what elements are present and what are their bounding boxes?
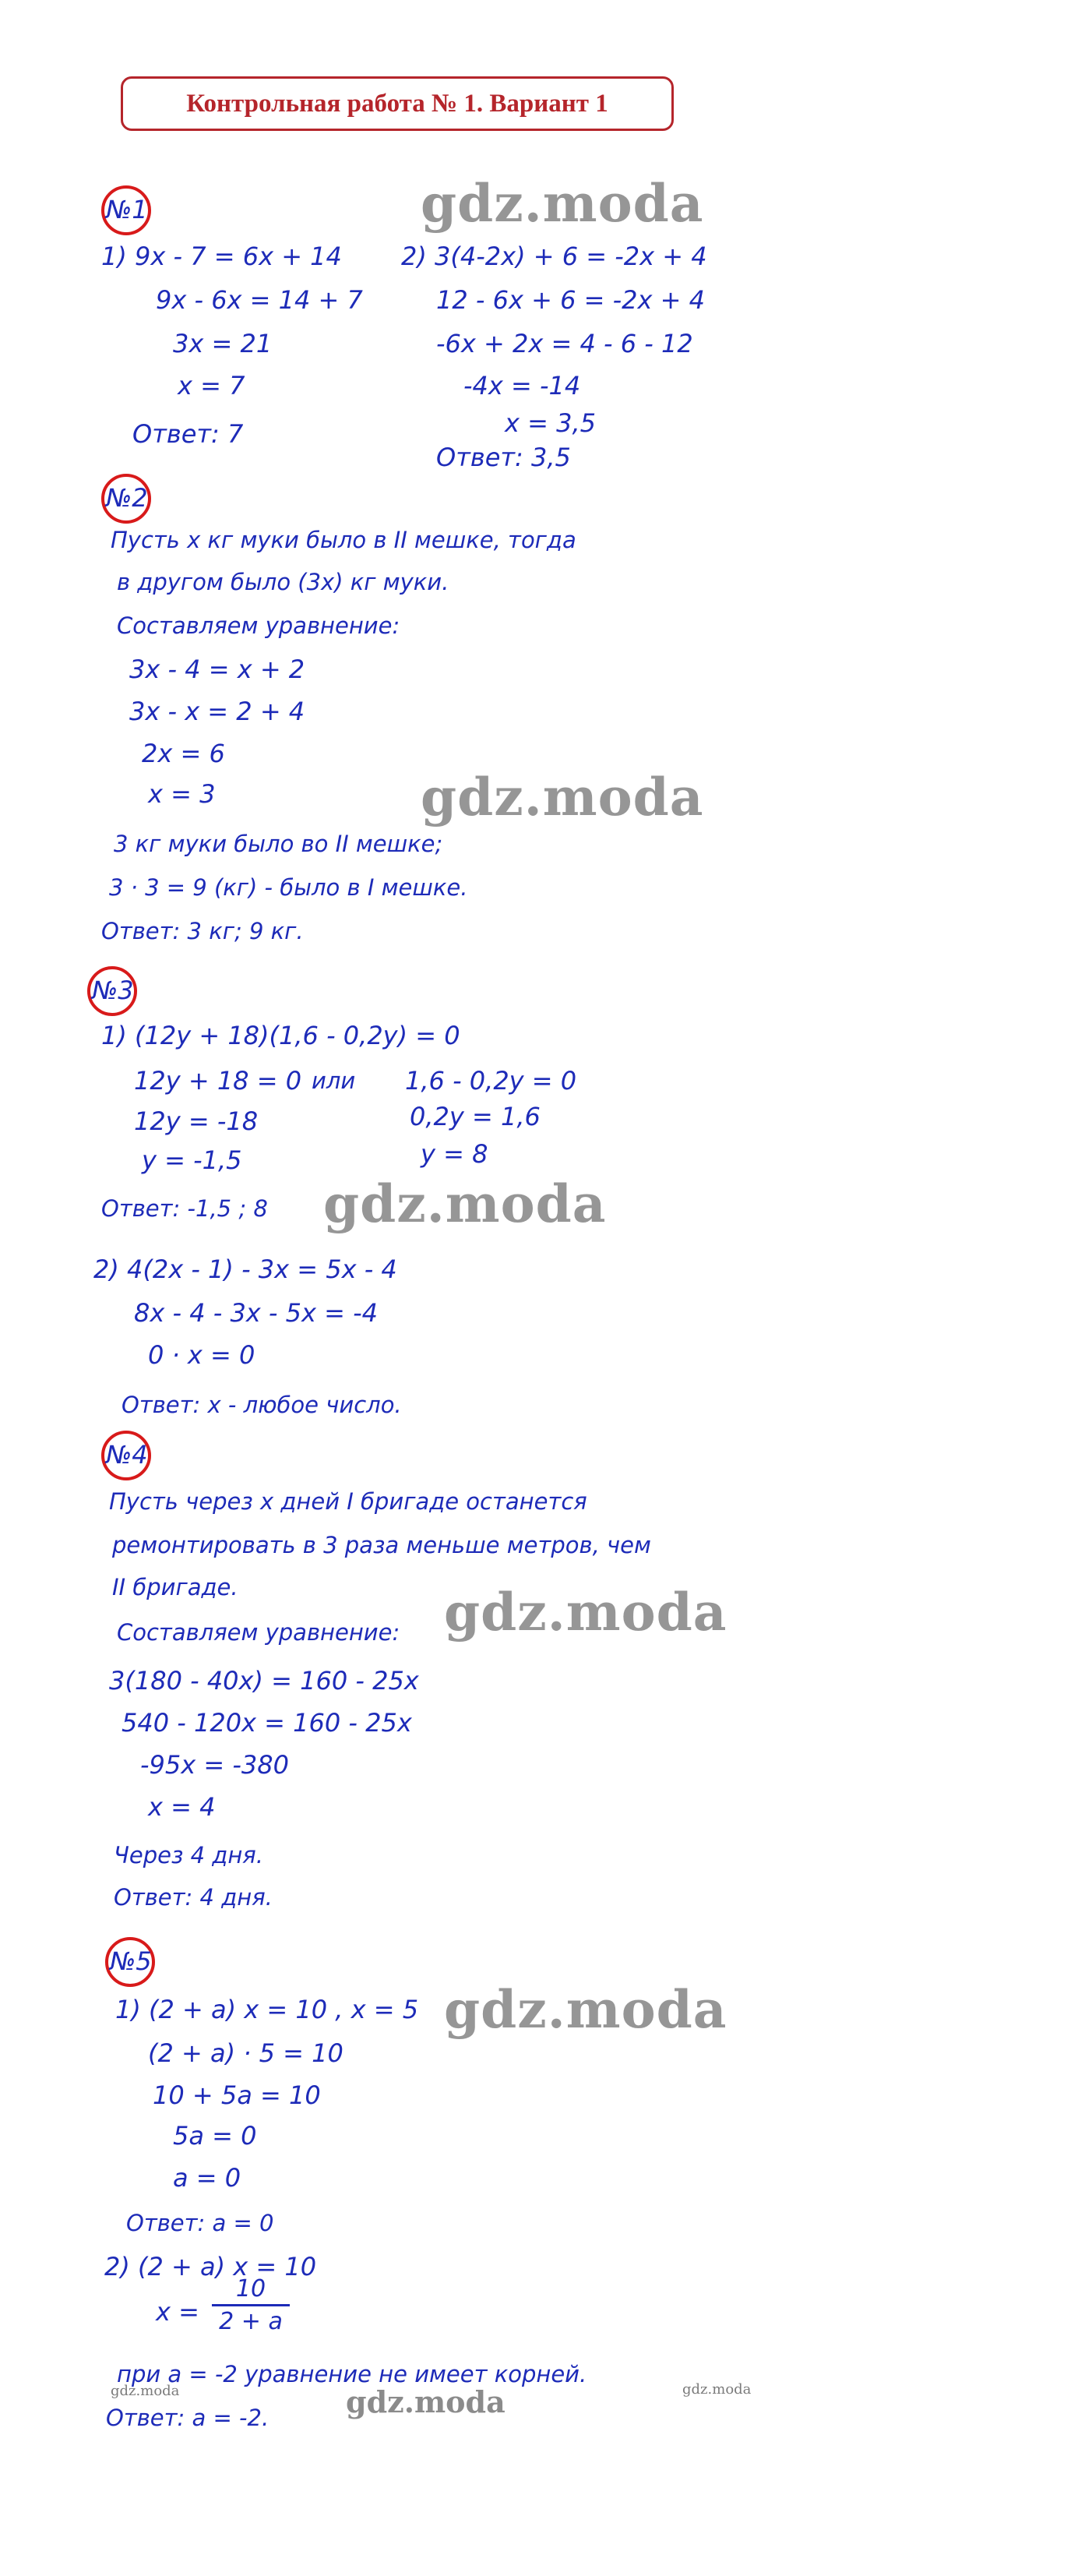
p2-line: 3x - 4 = x + 2 [129, 655, 305, 684]
p1-answer: Ответ: 3,5 [436, 443, 571, 472]
p5-fraction [212, 2275, 290, 2335]
p5-note: при a = -2 уравнение не имеет корней. [117, 2361, 587, 2387]
watermark: gdz.moda [421, 173, 704, 234]
p3-answer: Ответ: -1,5 ; 8 [101, 1195, 268, 1222]
fraction-denominator: 2 + a [219, 2308, 283, 2335]
p5-x-equals: x = [156, 2297, 199, 2327]
p1-line: 3x = 21 [173, 329, 273, 358]
p4-answer: Ответ: 4 дня. [114, 1884, 273, 1911]
p3-or: или [312, 1067, 356, 1094]
p5-line: 5a = 0 [173, 2121, 257, 2151]
p3-line: 2) 4(2x - 1) - 3x = 5x - 4 [93, 1254, 397, 1284]
p5-line: a = 0 [173, 2163, 241, 2193]
p1-line: 1) 9x - 7 = 6x + 14 [101, 242, 342, 271]
p3-line: 1) (12y + 18)(1,6 - 0,2y) = 0 [101, 1021, 460, 1050]
p4-line: x = 4 [148, 1792, 216, 1822]
watermark: gdz.moda [346, 2384, 506, 2419]
p1-line: -6x + 2x = 4 - 6 - 12 [436, 329, 693, 358]
p4-line: Через 4 дня. [114, 1842, 263, 1868]
problem-number-5: №5 [110, 1946, 152, 1976]
fraction-numerator: 10 [235, 2275, 266, 2303]
problem-number-1: №1 [106, 195, 148, 224]
watermark: gdz.moda [323, 1173, 607, 1234]
p2-line: 3 кг муки было во II мешке; [114, 831, 443, 857]
p5-line: 2) (2 + a) x = 10 [104, 2252, 317, 2281]
p4-line: 540 - 120x = 160 - 25x [122, 1708, 412, 1738]
p2-line: Составляем уравнение: [117, 612, 400, 639]
p4-line: II бригаде. [112, 1574, 238, 1600]
p5-answer: Ответ: a = 0 [126, 2210, 274, 2236]
p2-line: Пусть x кг муки было в II мешке, тогда [111, 527, 576, 553]
watermark: gdz.moda [421, 767, 704, 827]
p1-line: -4x = -14 [463, 371, 581, 401]
p3-line: 12y = -18 [134, 1106, 259, 1136]
fraction-bar [212, 2304, 290, 2306]
p1-line: 12 - 6x + 6 = -2x + 4 [436, 285, 705, 315]
p1-line: x = 7 [178, 371, 245, 401]
p3-line: 1,6 - 0,2y = 0 [405, 1066, 577, 1096]
p5-line: (2 + a) · 5 = 10 [148, 2038, 343, 2068]
watermark-small: gdz.moda [111, 2383, 180, 2399]
page-title: Контрольная работа № 1. Вариант 1 [186, 89, 608, 118]
p4-line: -95x = -380 [140, 1750, 289, 1780]
p5-line: 1) (2 + a) x = 10 , x = 5 [115, 1995, 419, 2024]
p3-line: 0 · x = 0 [148, 1340, 255, 1370]
p2-line: x = 3 [148, 779, 216, 809]
p4-line: Пусть через x дней I бригаде останется [109, 1488, 587, 1515]
p1-line: x = 3,5 [505, 408, 596, 438]
p1-line: 9x - 6x = 14 + 7 [156, 285, 363, 315]
p3-line: y = -1,5 [142, 1145, 242, 1175]
watermark: gdz.moda [444, 1582, 727, 1643]
problem-number-3: №3 [92, 976, 134, 1005]
title-box [121, 76, 674, 131]
p5-line: 10 + 5a = 10 [153, 2080, 321, 2110]
p4-line: 3(180 - 40x) = 160 - 25x [109, 1666, 419, 1696]
p2-line: 3x - x = 2 + 4 [129, 697, 305, 726]
watermark: gdz.moda [444, 1979, 727, 2040]
p1-line: 2) 3(4-2x) + 6 = -2x + 4 [401, 242, 707, 271]
p3-line: 0,2y = 1,6 [410, 1102, 541, 1131]
problem-number-2: №2 [106, 483, 148, 513]
p3-line: 8x - 4 - 3x - 5x = -4 [134, 1298, 378, 1328]
problem-number-4: №4 [106, 1440, 148, 1470]
p1-answer: Ответ: 7 [132, 419, 244, 449]
p3-line: 12y + 18 = 0 [134, 1066, 302, 1096]
p2-line: в другом было (3x) кг муки. [117, 569, 449, 595]
p5-answer: Ответ: a = -2. [106, 2405, 270, 2431]
p2-answer: Ответ: 3 кг; 9 кг. [101, 918, 304, 944]
watermark-small: gdz.moda [682, 2381, 752, 2398]
p3-answer: Ответ: x - любое число. [122, 1392, 402, 1418]
p2-line: 2x = 6 [142, 739, 225, 768]
p2-line: 3 · 3 = 9 (кг) - было в I мешке. [109, 874, 468, 901]
p4-line: Составляем уравнение: [117, 1619, 400, 1646]
p4-line: ремонтировать в 3 раза меньше метров, чем [112, 1532, 651, 1558]
p3-line: y = 8 [421, 1139, 488, 1169]
